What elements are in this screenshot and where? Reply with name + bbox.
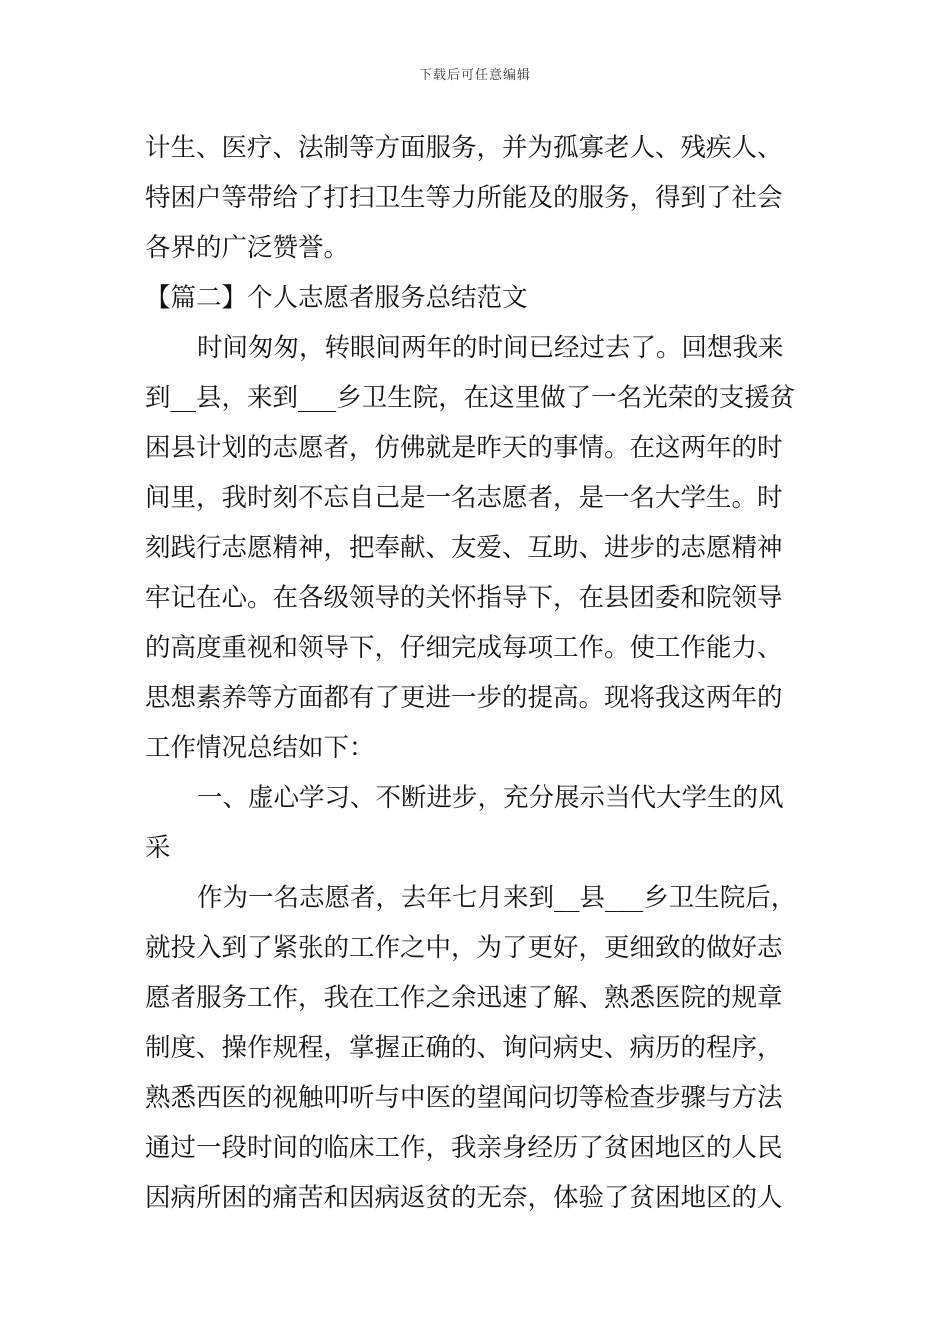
paragraph-line: 作为一名志愿者，去年七月来到__县___乡卫生院后，	[197, 883, 797, 913]
paragraph-line: 各界的广泛赞誉。	[145, 233, 350, 263]
paragraph-line: 工作情况总结如下：	[145, 733, 375, 763]
paragraph-line: 计生、医疗、法制等方面服务，并为孤寡老人、残疾人、	[145, 133, 783, 163]
section-heading: 【篇二】个人志愿者服务总结范文	[145, 283, 528, 313]
paragraph-line: 通过一段时间的临床工作，我亲身经历了贫困地区的人民	[145, 1133, 783, 1163]
subsection-heading: 一、虚心学习、不断进步，充分展示当代大学生的风	[197, 783, 784, 813]
paragraph-line: 困县计划的志愿者，仿佛就是昨天的事情。在这两年的时	[145, 433, 783, 463]
paragraph-line: 就投入到了紧张的工作之中，为了更好，更细致的做好志	[145, 933, 783, 963]
document-body	[145, 123, 810, 1223]
paragraph-line: 牢记在心。在各级领导的关怀指导下，在县团委和院领导	[145, 583, 783, 613]
paragraph-line: 的高度重视和领导下，仔细完成每项工作。使工作能力、	[145, 633, 783, 663]
subsection-heading-continued: 采	[145, 833, 171, 863]
paragraph-line: 制度、操作规程，掌握正确的、询问病史、病历的程序，	[145, 1033, 783, 1063]
paragraph-line: 熟悉西医的视触叩听与中医的望闻问切等检查步骤与方法	[145, 1083, 783, 1113]
paragraph-line: 特困户等带给了打扫卫生等力所能及的服务，得到了社会	[145, 183, 783, 213]
paragraph-line: 思想素养等方面都有了更进一步的提高。现将我这两年的	[145, 683, 783, 713]
page-header: 下载后可任意编辑	[418, 68, 531, 83]
paragraph-line: 刻践行志愿精神，把奉献、友爱、互助、进步的志愿精神	[145, 533, 783, 563]
paragraph-line: 到__县，来到___乡卫生院，在这里做了一名光荣的支援贫	[145, 383, 796, 413]
paragraph-line: 因病所困的痛苦和因病返贫的无奈，体验了贫困地区的人	[145, 1183, 783, 1213]
paragraph-line: 时间匆匆，转眼间两年的时间已经过去了。回想我来	[197, 333, 784, 363]
paragraph-line: 间里，我时刻不忘自己是一名志愿者，是一名大学生。时	[145, 483, 783, 513]
paragraph-line: 愿者服务工作，我在工作之余迅速了解、熟悉医院的规章	[145, 983, 783, 1013]
